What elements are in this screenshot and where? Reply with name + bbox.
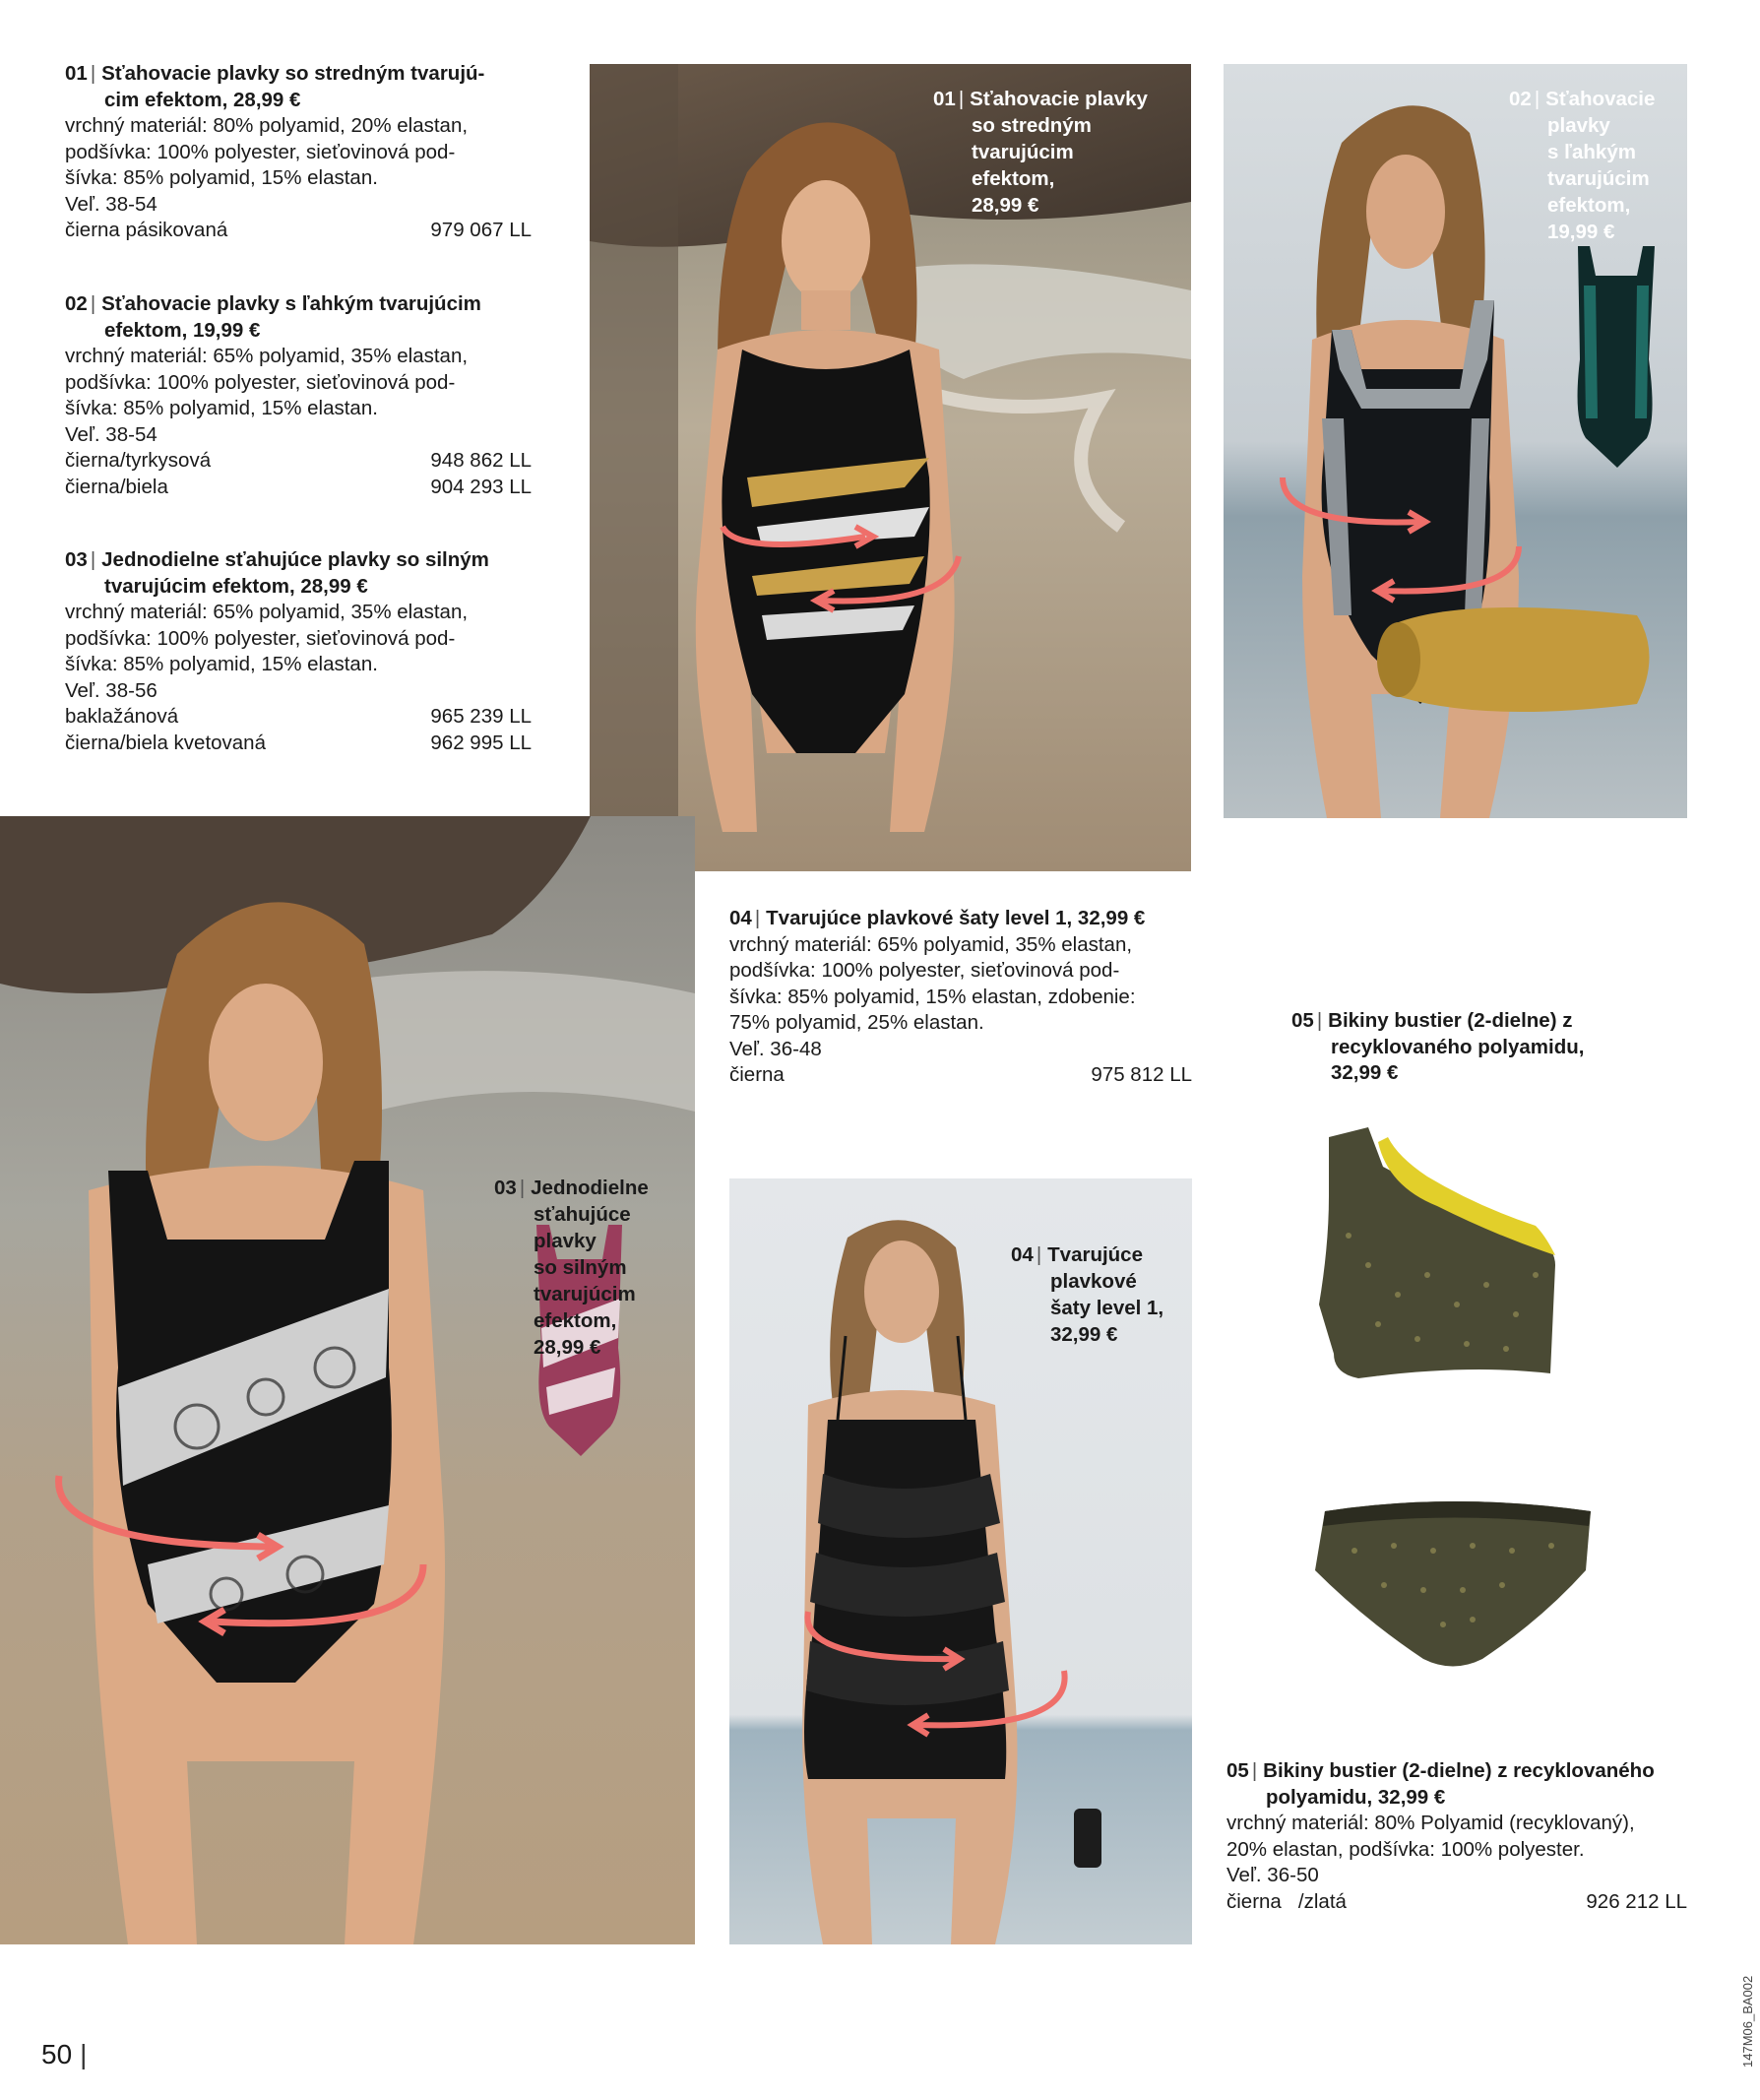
product-desc: 75% polyamid, 25% elastan. (729, 1011, 984, 1034)
caption-line: Tvarujúce (1047, 1243, 1143, 1266)
caption-number: 04 (1011, 1243, 1034, 1266)
product-desc: vrchný materiál: 65% polyamid, 35% elastan, (65, 601, 469, 623)
page-number: 50 | (41, 2039, 88, 2069)
product-desc: vrchný materiál: 80% Polyamid (recyklovaný), (1226, 1812, 1635, 1834)
caption-line: Sťahovacie plavky (970, 88, 1148, 110)
variant-color: čierna/tyrkysová (65, 449, 212, 472)
product-desc: podšívka: 100% polyester, sieťovinová pod- (65, 140, 456, 163)
caption-line: so silným (534, 1256, 627, 1279)
caption-line: tvarujúcim (534, 1283, 636, 1305)
photo-product-04 (729, 1178, 1192, 1944)
caption-line: plavky (1547, 114, 1610, 137)
caption-product-03: 03 | Jednodielne sťahujúce plavky so silným tvarujúcim efektom, 28,99 € (494, 1175, 691, 1361)
variant-color: čierna pásikovaná (65, 219, 228, 241)
caption-number: 03 (494, 1177, 517, 1199)
product-size: Veľ. 38-54 (65, 192, 157, 216)
product-number: 05 (1226, 1759, 1249, 1782)
variant-color: čierna /zlatá (1226, 1889, 1347, 1913)
product-title: tvarujúcim efektom, 28,99 € (104, 574, 368, 598)
bikini-top-icon (1309, 1127, 1604, 1383)
variant-color: čierna/biela kvetovaná (65, 731, 266, 754)
variant-code: 904 293 LL (430, 475, 532, 498)
caption-product-01: 01 | Sťahovacie plavky so stredným tvarujúcim efektom, 28,99 € (933, 86, 1167, 219)
caption-line: Jednodielne (531, 1177, 649, 1199)
caption-line: so stredným (972, 114, 1092, 137)
variant-row (65, 218, 532, 244)
side-code (1740, 1976, 1755, 2068)
product-desc: šívka: 85% polyamid, 15% elastan. (65, 166, 378, 189)
caption-line: s ľahkým (1547, 141, 1636, 163)
variant-row (1226, 1889, 1687, 1916)
caption-line: plavky (534, 1230, 597, 1252)
photo-product-02 (1224, 64, 1687, 818)
product-desc: šívka: 85% polyamid, 15% elastan, zdobenie: (729, 985, 1136, 1008)
caption-number: 05 (1291, 1009, 1314, 1032)
caption-line: plavkové (1050, 1270, 1137, 1293)
product-title: efektom, 19,99 € (104, 318, 261, 342)
product-size: Veľ. 36-50 (1226, 1864, 1319, 1886)
page-number-value: 50 (41, 2039, 73, 2069)
variant-code: 979 067 LL (430, 219, 532, 241)
product-size: Veľ. 38-56 (65, 678, 157, 702)
product-image-bikini-top (1309, 1127, 1604, 1383)
caption-line: 32,99 € (1331, 1061, 1399, 1084)
variant-code: 962 995 LL (430, 731, 532, 754)
caption-line: šaty level 1, (1050, 1297, 1164, 1319)
product-desc: vrchný materiál: 65% polyamid, 35% elastan, (729, 932, 1133, 956)
product-desc: podšívka: 100% polyester, sieťovinová pod- (65, 370, 456, 394)
product-title: Sťahovacie plavky s ľahkým tvarujúcim (101, 292, 481, 315)
product-desc: vrchný materiál: 65% polyamid, 35% elastan, (65, 345, 469, 367)
product-title: Sťahovacie plavky so stredným tvarujú- (101, 62, 485, 85)
bikini-bottom-icon (1305, 1492, 1601, 1679)
caption-line: efektom, (534, 1309, 617, 1332)
product-number: 01 (65, 62, 88, 85)
product-size: Veľ. 36-48 (729, 1037, 822, 1060)
caption-number: 02 (1509, 88, 1532, 110)
product-05-text: 05 | Bikiny bustier (2-dielne) z recyklovaného polyamidu, 32,99 € vrchný materiál: 80% Polyamid (recyklovaný), 20% elastan, podšívka: 100% polyester. Veľ. 36-50 čierna /zlatá 926 212 LL (1226, 1758, 1687, 1915)
product-image-bikini-bottom (1305, 1492, 1601, 1679)
product-title: Bikiny bustier (2-dielne) z recyklovaného (1263, 1759, 1655, 1782)
caption-line: Sťahovacie (1545, 88, 1656, 110)
variant-code: 965 239 LL (430, 705, 532, 728)
variant-row (65, 475, 532, 501)
photo-03-illustration (0, 816, 695, 1944)
caption-line: 28,99 € (972, 194, 1039, 217)
product-title: polyamidu, 32,99 € (1266, 1785, 1446, 1809)
caption-line: efektom, (972, 167, 1055, 190)
product-03-text: 03 | Jednodielne sťahujúce plavky so silným tvarujúcim efektom, 28,99 € vrchný materiál: 65% polyamid, 35% elastan, podšívka: 100% polyester, sieťovinová pod- šívka: 85% polyamid, 15% elastan. Veľ. 38-56 baklažánová 965 239 LL čierna/biela kvetovaná 962 995 LL (65, 547, 532, 756)
variant-code: 975 812 LL (1091, 1063, 1192, 1086)
caption-product-05: 05 | Bikiny bustier (2-dielne) z recyklovaného polyamidu, 32,99 € (1291, 1008, 1705, 1087)
product-01-text: 01 | Sťahovacie plavky so stredným tvarujú- cim efektom, 28,99 € vrchný materiál: 80% polyamid, 20% elastan, podšívka: 100% polyester, sieťovinová pod- šívka: 85% polyamid, 15% elastan. Veľ. 38-54 čierna pásikovaná 979 067 LL (65, 61, 532, 244)
caption-line: tvarujúcim (972, 141, 1074, 163)
photo-product-03 (0, 816, 695, 1944)
variant-row (65, 704, 532, 731)
product-desc: podšívka: 100% polyester, sieťovinová pod- (65, 626, 456, 650)
side-code-text: 147M06_BA002 (1740, 1975, 1755, 2068)
caption-line: recyklovaného polyamidu, (1331, 1035, 1585, 1058)
product-desc: šívka: 85% polyamid, 15% elastan. (65, 397, 378, 419)
product-number: 03 (65, 548, 88, 571)
caption-line: 32,99 € (1050, 1323, 1118, 1346)
caption-line: Bikiny bustier (2-dielne) z (1328, 1009, 1573, 1032)
caption-product-04: 04 | Tvarujúce plavkové šaty level 1, 32,99 € (1011, 1241, 1188, 1348)
product-size: Veľ. 38-54 (65, 422, 157, 446)
product-number: 02 (65, 292, 88, 315)
variant-code: 948 862 LL (430, 449, 532, 472)
caption-line: tvarujúcim (1547, 167, 1650, 190)
product-title: Jednodielne sťahujúce plavky so silným (101, 548, 489, 571)
caption-line: 28,99 € (534, 1336, 601, 1359)
variant-color: baklažánová (65, 705, 179, 728)
product-desc: podšívka: 100% polyester, sieťovinová pod- (729, 959, 1120, 982)
caption-product-02: 02 | Sťahovacie plavky s ľahkým tvarujúcim efektom, 19,99 € (1509, 86, 1686, 245)
caption-line: sťahujúce (534, 1203, 631, 1226)
product-02-text: 02 | Sťahovacie plavky s ľahkým tvarujúcim efektom, 19,99 € vrchný materiál: 65% polyamid, 35% elastan, podšívka: 100% polyester, sieťovinová pod- šívka: 85% polyamid, 15% elastan. Veľ. 38-54 čierna/tyrkysová 948 862 LL čierna/biela 904 293 LL (65, 291, 532, 500)
product-number: 04 (729, 907, 752, 929)
variant-code: 926 212 LL (1586, 1889, 1687, 1913)
caption-line: efektom, (1547, 194, 1631, 217)
photo-product-01 (590, 64, 1191, 871)
product-desc: 20% elastan, podšívka: 100% polyester. (1226, 1837, 1585, 1861)
variant-color: čierna/biela (65, 475, 168, 498)
variant-row (65, 731, 532, 757)
product-04-text: 04 | Tvarujúce plavkové šaty level 1, 32,99 € vrchný materiál: 65% polyamid, 35% elastan, podšívka: 100% polyester, sieťovinová pod- šívka: 85% polyamid, 15% elastan, zdobenie: 75% polyamid, 25% elastan. Veľ. 36-48 čierna 975 812 LL (729, 906, 1192, 1089)
product-title: cim efektom, 28,99 € (104, 88, 301, 111)
caption-number: 01 (933, 88, 956, 110)
product-title: Tvarujúce plavkové šaty level 1, 32,99 € (766, 907, 1146, 929)
product-desc: vrchný materiál: 80% polyamid, 20% elastan, (65, 114, 469, 137)
variant-color: čierna (729, 1063, 785, 1086)
product-desc: šívka: 85% polyamid, 15% elastan. (65, 653, 378, 675)
variant-row (729, 1062, 1192, 1089)
caption-line: 19,99 € (1547, 221, 1615, 243)
variant-row (65, 448, 532, 475)
